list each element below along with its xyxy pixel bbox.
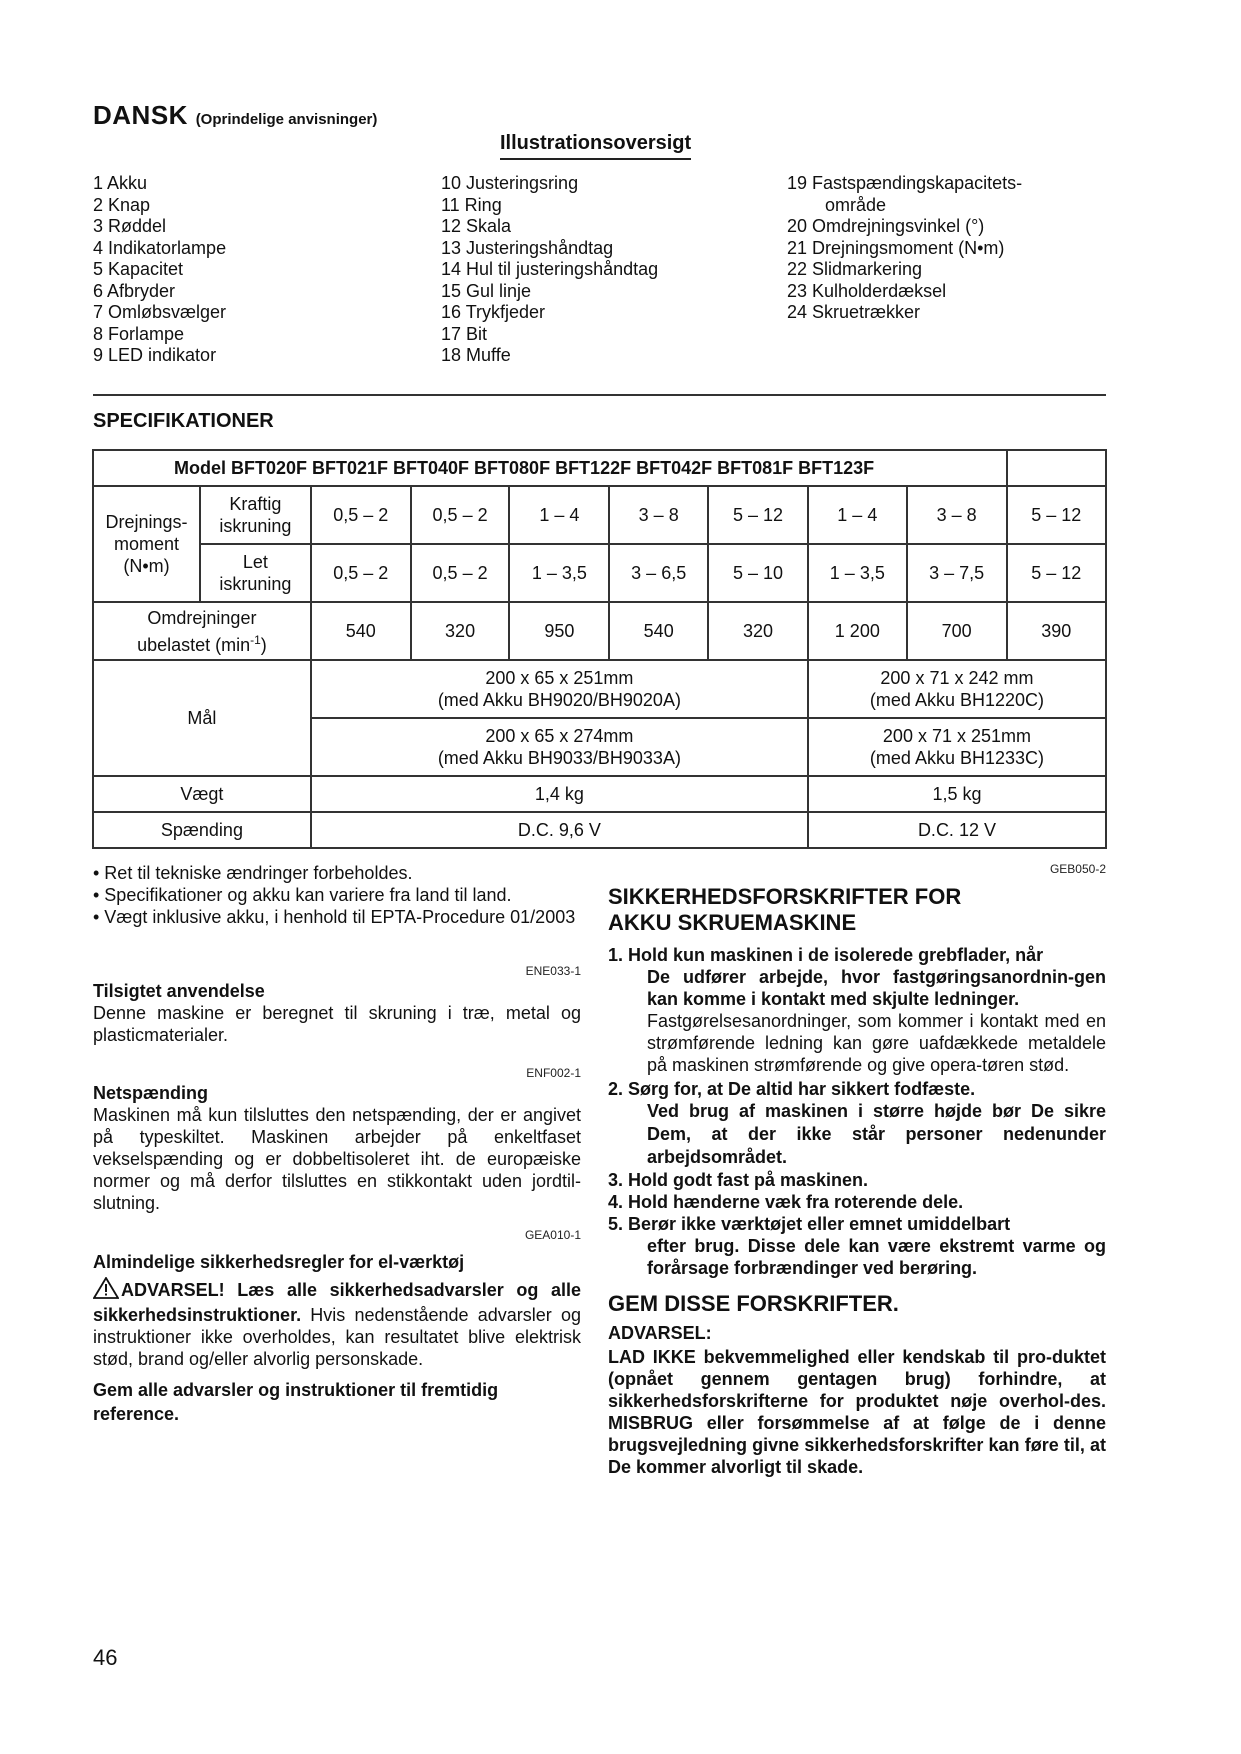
legend-item: 21 Drejningsmoment (N•m) xyxy=(787,237,1005,258)
power-section xyxy=(93,1066,581,1214)
legend-column-3 xyxy=(787,172,1107,323)
section-code: GEA010-1 xyxy=(524,1228,581,1242)
spec-cell: 5 – 10 xyxy=(708,544,808,602)
legend-item: 7 Omløbsvælger xyxy=(93,302,227,322)
spec-cell: 1 – 4 xyxy=(509,486,609,544)
advarsel-label: ADVARSEL: xyxy=(608,1323,712,1343)
torque-soft-row xyxy=(93,544,1106,602)
legend-item: 15 Gul linje xyxy=(441,280,532,301)
general-warning xyxy=(93,1277,581,1370)
legend-item: 10 Justeringsring xyxy=(441,173,579,193)
spec-cell: 0,5 – 2 xyxy=(411,544,510,602)
legend-item: 1 Akku xyxy=(93,173,148,193)
section-divider xyxy=(93,394,1106,396)
rpm-label-sup: -1 xyxy=(250,632,261,647)
spec-cell: 5 – 12 xyxy=(1007,486,1106,544)
weight-label: Vægt xyxy=(93,776,311,812)
advarsel-text: LAD IKKE bekvemmelighed eller kendskab til pro-duktet (opnået gennem gentagen brug) forhindre, at sikkerhedsforskrifterne for produktet nøje overhol-des. MISBRUG eller forsømmelse af at følge de i denne brugsvejledning givne sikkerhedsforskrifter kan føre til, at De kommer alvorligt til skade. xyxy=(608,1347,1106,1477)
language-note: (Oprindelige anvisninger) xyxy=(195,111,378,128)
section-code: ENE033-1 xyxy=(525,964,581,978)
safety-item-5-head: 5. Berør ikke værktøjet eller emnet umiddelbart xyxy=(608,1214,1011,1234)
legend-column-1 xyxy=(93,172,413,366)
legend-item: 14 Hul til justeringshåndtag xyxy=(441,259,659,279)
spec-cell: 5 – 12 xyxy=(1007,544,1106,602)
intended-text: Denne maskine er beregnet til skruning i træ, metal og plasticmaterialer. xyxy=(93,1003,581,1045)
rpm-row xyxy=(93,602,1106,660)
warning-triangle-icon xyxy=(93,1277,119,1304)
legend-item: 20 Omdrejningsvinkel (°) xyxy=(787,216,985,236)
spec-cell: 5 – 12 xyxy=(708,486,808,544)
safety-item-3: 3. Hold godt fast på maskinen. xyxy=(608,1170,869,1190)
dim-note: (med Akku BH9033/BH9033A) xyxy=(437,748,681,768)
spec-cell: 540 xyxy=(311,602,411,660)
keep-rules-title: GEM DISSE FORSKRIFTER. xyxy=(608,1291,899,1316)
legend-item: 4 Indikatorlampe xyxy=(93,237,227,258)
safety-title xyxy=(608,884,1106,936)
spec-cell: 1 – 3,5 xyxy=(808,544,907,602)
language-heading xyxy=(93,100,377,131)
spec-cell: 1 – 4 xyxy=(808,486,907,544)
note-item: • Ret til tekniske ændringer forbeholdes. xyxy=(93,863,413,883)
intended-title: Tilsigtet anvendelse xyxy=(93,981,265,1001)
dim-note: (med Akku BH1233C) xyxy=(869,748,1044,768)
spec-cell: 320 xyxy=(708,602,808,660)
note-item: • Specifikationer og akku kan variere fra land til land. xyxy=(93,885,512,905)
legend-item: 23 Kulholderdæksel xyxy=(787,280,947,301)
spec-cell: 320 xyxy=(411,602,510,660)
dim-cell xyxy=(311,660,808,718)
legend-item: 9 LED indikator xyxy=(93,345,217,365)
legend-item: 6 Afbryder xyxy=(93,280,176,301)
legend-item: 5 Kapacitet xyxy=(93,259,184,279)
language-title: DANSK xyxy=(93,100,188,130)
dim-value: 200 x 71 x 251mm xyxy=(882,726,1031,746)
spec-cell: 950 xyxy=(509,602,609,660)
power-title: Netspænding xyxy=(93,1083,208,1103)
hard-label: Kraftig iskruning xyxy=(200,486,311,544)
legend-item: 13 Justeringshåndtag xyxy=(441,237,614,258)
power-text: Maskinen må kun tilsluttes den netspænding, der er angivet på typeskiltet. Maskinen arbejder på enkeltfaset vekselspænding og er dobbeltisoleret iht. de europæiske normer og må derfor tilsluttes en stikkontakt uden jordtil-slutning. xyxy=(93,1105,581,1213)
section-code: GEB050-2 xyxy=(1049,862,1106,876)
spec-cell: 3 – 8 xyxy=(609,486,708,544)
dim-cell xyxy=(311,718,808,776)
torque-label: Drejnings-moment (N•m) xyxy=(93,486,200,602)
legend-item: 11 Ring xyxy=(441,194,502,215)
dim-cell xyxy=(808,718,1106,776)
illustration-title: Illustrationsoversigt xyxy=(500,132,691,160)
section-code: ENF002-1 xyxy=(526,1066,581,1080)
warning-text: Hvis nedenstående advarsler og instruktioner ikke overholdes, kan resultatet blive elektrisk stød, brand og/eller alvorlig personskade. xyxy=(93,1305,581,1369)
general-title: Almindelige sikkerhedsregler for el-værktøj xyxy=(93,1252,465,1272)
model-label: Model BFT020F BFT021F BFT040F BFT080F BFT122F BFT042F BFT081F BFT123F xyxy=(93,450,1007,486)
safety-item-5-bold: efter brug. Disse dele kan være ekstremt varme og forårsage forbrændinger ved berøring. xyxy=(647,1236,1106,1278)
legend-item: 18 Muffe xyxy=(441,345,511,365)
dim-note: (med Akku BH9020/BH9020A) xyxy=(437,690,681,710)
weight-row xyxy=(93,776,1106,812)
spec-cell: 1,4 kg xyxy=(311,776,808,812)
battery-screwdriver-safety xyxy=(608,862,1106,1478)
intended-use-section xyxy=(93,964,581,1046)
spec-cell: 3 – 8 xyxy=(907,486,1007,544)
spec-cell: 390 xyxy=(1007,602,1106,660)
legend-item: 22 Slidmarkering xyxy=(787,259,923,279)
spec-cell: 1,5 kg xyxy=(808,776,1106,812)
spec-cell: 3 – 7,5 xyxy=(907,544,1007,602)
spec-cell: 3 – 6,5 xyxy=(609,544,708,602)
dim-cell xyxy=(808,660,1106,718)
legend-item: 16 Trykfjeder xyxy=(441,302,546,322)
spec-cell: 1 200 xyxy=(808,602,907,660)
note-item: • Vægt inklusive akku, i henhold til EPTA-Procedure 01/2003 xyxy=(93,907,576,927)
dim-row-1 xyxy=(93,660,1106,718)
legend-item: 24 Skruetrækker xyxy=(787,302,921,322)
legend-item: 12 Skala xyxy=(441,216,512,236)
spec-cell: 0,5 – 2 xyxy=(311,544,411,602)
dim-value: 200 x 71 x 242 mm xyxy=(880,668,1034,688)
dim-value: 200 x 65 x 251mm xyxy=(485,668,634,688)
safety-item-1-text: Fastgørelsesanordninger, som kommer i kontakt med en strømførende ledning kan gøre uafdækkede metaldele på maskinen strømførende og give opera-tøren stød. xyxy=(647,1011,1106,1075)
spec-cell: 0,5 – 2 xyxy=(311,486,411,544)
rpm-label xyxy=(93,602,311,660)
rpm-label-line2: ubelastet (min xyxy=(137,634,251,655)
rpm-label-line1: Omdrejninger xyxy=(147,607,257,628)
legend-item: område xyxy=(825,194,887,215)
legend-item: 2 Knap xyxy=(93,194,151,215)
safety-list xyxy=(608,944,1106,1279)
keep-instructions: Gem alle advarsler og instruktioner til fremtidig reference. xyxy=(93,1380,499,1424)
dim-value: 200 x 65 x 274mm xyxy=(485,726,634,746)
spec-cell: D.C. 9,6 V xyxy=(311,812,808,848)
model-empty-cell xyxy=(1007,450,1106,486)
safety-item-2-head: 2. Sørg for, at De altid har sikkert fodfæste. xyxy=(608,1079,976,1099)
general-safety-section xyxy=(93,1228,581,1426)
legend-item: 3 Røddel xyxy=(93,216,167,236)
spec-cell: 540 xyxy=(609,602,708,660)
spec-cell: 1 – 3,5 xyxy=(509,544,609,602)
soft-label: Let iskruning xyxy=(200,544,311,602)
legend-item: 8 Forlampe xyxy=(93,323,185,344)
safety-item-1-bold: De udfører arbejde, hvor fastgøringsanordnin-gen kan komme i kontakt med skjulte ledninger. xyxy=(647,967,1106,1009)
dim-note: (med Akku BH1220C) xyxy=(869,690,1044,710)
safety-item-4: 4. Hold hænderne væk fra roterende dele. xyxy=(608,1192,964,1212)
voltage-row xyxy=(93,812,1106,848)
model-row xyxy=(93,450,1106,486)
safety-item-1-head: 1. Hold kun maskinen i de isolerede grebflader, når xyxy=(608,945,1044,965)
legend-item: 19 Fastspændingskapacitets- xyxy=(787,173,1023,193)
rpm-label-end: ) xyxy=(260,634,267,655)
safety-item-2-bold: Ved brug af maskinen i større højde bør De sikre Dem, at der ikke står personer nedenunder arbejdsområdet. xyxy=(647,1101,1106,1167)
spec-cell: 0,5 – 2 xyxy=(411,486,510,544)
spec-notes xyxy=(93,862,593,928)
page-number: 46 xyxy=(93,1645,118,1670)
safety-title-line2: AKKU SKRUEMASKINE xyxy=(608,910,857,935)
dim-label: Mål xyxy=(93,660,311,776)
spec-cell: D.C. 12 V xyxy=(808,812,1106,848)
voltage-label: Spænding xyxy=(93,812,311,848)
spec-cell: 700 xyxy=(907,602,1007,660)
safety-title-line1: SIKKERHEDSFORSKRIFTER FOR xyxy=(608,884,962,909)
spec-table xyxy=(92,449,1107,849)
legend-column-2 xyxy=(441,172,771,366)
spec-title: SPECIFIKATIONER xyxy=(93,410,274,432)
torque-hard-row xyxy=(93,486,1106,544)
legend-item: 17 Bit xyxy=(441,323,488,344)
warning-bold-text: ADVARSEL! Læs alle sikkerhedsadvarsler og alle sikkerhedsinstruktioner. xyxy=(93,1280,581,1325)
